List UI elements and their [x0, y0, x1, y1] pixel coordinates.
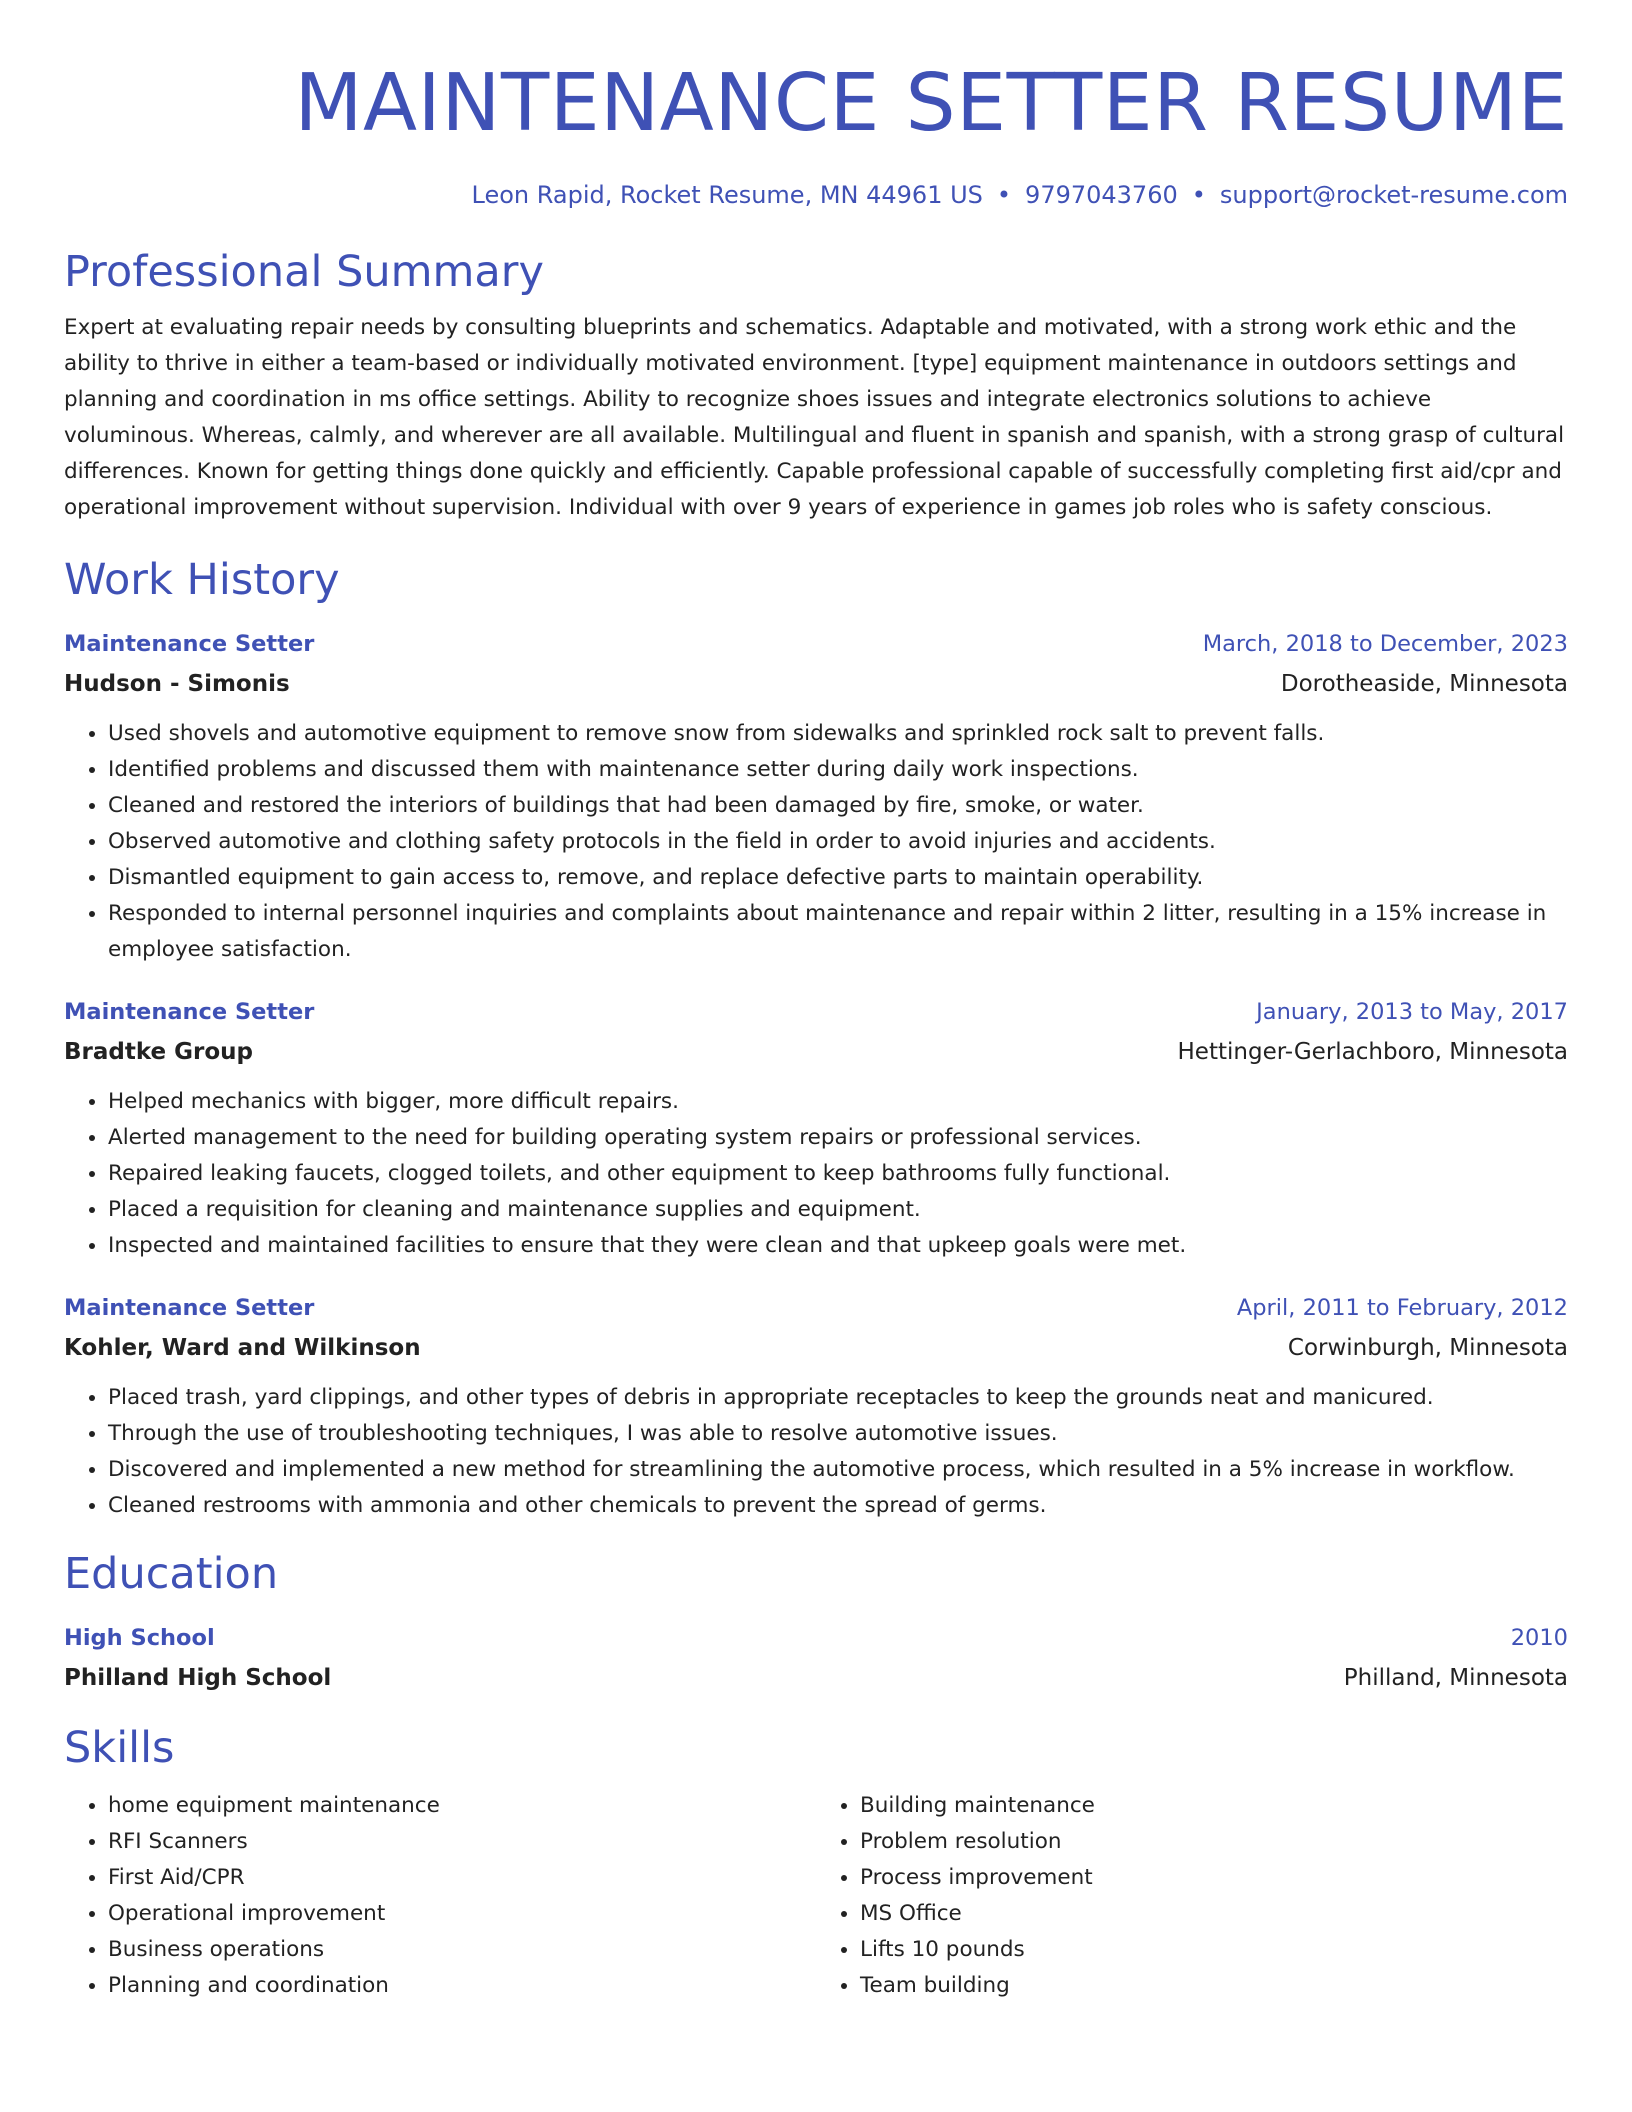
job-company: Bradtke Group: [64, 1039, 253, 1065]
job-company: Kohler, Ward and Wilkinson: [64, 1335, 421, 1361]
summary-text: Expert at evaluating repair needs by consulting blueprints and schematics. Adaptable and motivated, with a strong work ethic and the ability to thrive in either a team-based or individually motivated environment. [type] equipment maintenance in outdoors settings and planning and coordination in ms office settings. Ability to recognize shoes issues and integrate electronics solutions to achieve voluminous. Whereas, calmly, and wherever are all available. Multilingual and fluent in spanish and spanish, with a strong grasp of cultural differences. Known for getting things done quickly and efficiently. Capable professional capable of successfully completing first aid/cpr and operational improvement without supervision. Individual with over 9 years of experience in games job roles who is safety conscious.: [64, 315, 1565, 520]
job-subheader: [64, 664, 1568, 704]
skills-column-left: [64, 1788, 816, 2004]
job-bullets: [64, 1380, 1568, 1524]
job-bullets: [64, 1084, 1568, 1264]
job-bullet: • Observed automotive and clothing safety protocols in the field in order to avoid injuries and accidents.: [108, 824, 1568, 860]
education-school: Philland High School: [64, 1665, 332, 1691]
job-bullet: • Identified problems and discussed them with maintenance setter during daily work inspections.: [108, 752, 1568, 788]
job-bullet: • Dismantled equipment to gain access to, remove, and replace defective parts to maintain operability.: [108, 860, 1568, 896]
education-entry: [64, 1618, 1568, 1698]
job-bullet: • Alerted management to the need for building operating system repairs or professional services.: [108, 1120, 1568, 1156]
job-company: Hudson - Simonis: [64, 671, 290, 697]
skill-item: • MS Office: [860, 1896, 1568, 1932]
job-location: Corwinburgh, Minnesota: [1287, 1335, 1568, 1361]
job-bullet: • Repaired leaking faucets, clogged toilets, and other equipment to keep bathrooms fully functional.: [108, 1156, 1568, 1192]
job-bullet: • Inspected and maintained facilities to ensure that they were clean and that upkeep goals were met.: [108, 1228, 1568, 1264]
job-dates: January, 2013 to May, 2017: [1256, 999, 1568, 1025]
job-subheader: [64, 1328, 1568, 1368]
section-title-work-history: Work History: [64, 555, 340, 605]
skill-item: • Building maintenance: [860, 1788, 1568, 1824]
education-degree: High School: [64, 1625, 215, 1651]
job-bullet: • Placed trash, yard clippings, and other types of debris in appropriate receptacles to keep the grounds neat and manicured.: [108, 1380, 1568, 1416]
skills-column-right: [816, 1788, 1568, 2004]
skill-item: • Process improvement: [860, 1860, 1568, 1896]
skill-item: • Problem resolution: [860, 1824, 1568, 1860]
job-location: Hettinger-Gerlachboro, Minnesota: [1177, 1039, 1568, 1065]
job-header: [64, 624, 1568, 664]
section-title-skills: Skills: [64, 1723, 175, 1773]
skill-item: • home equipment maintenance: [108, 1788, 816, 1824]
job-bullet: • Cleaned and restored the interiors of buildings that had been damaged by fire, smoke, or water.: [108, 788, 1568, 824]
skills-list: [64, 1788, 1568, 2004]
education-year: 2010: [1510, 1625, 1568, 1651]
contact-phone: 9797043760: [1025, 181, 1178, 209]
section-title-education: Education: [64, 1549, 279, 1599]
skill-item: • Business operations: [108, 1932, 816, 1968]
job-bullet: • Placed a requisition for cleaning and maintenance supplies and equipment.: [108, 1192, 1568, 1228]
education-header: [64, 1618, 1568, 1658]
job-bullet: • Helped mechanics with bigger, more difficult repairs.: [108, 1084, 1568, 1120]
section-title-summary: Professional Summary: [64, 247, 544, 297]
job-bullet: • Discovered and implemented a new method for streamlining the automotive process, which resulted in a 5% increase in workflow.: [108, 1452, 1568, 1488]
education-subheader: [64, 1658, 1568, 1698]
job-entry: [64, 992, 1568, 1264]
job-subheader: [64, 1032, 1568, 1072]
job-role: Maintenance Setter: [64, 999, 315, 1025]
skill-item: • RFI Scanners: [108, 1824, 816, 1860]
skill-item: • Lifts 10 pounds: [860, 1932, 1568, 1968]
job-bullet: • Responded to internal personnel inquiries and complaints about maintenance and repair within 2 litter, resulting in a 15% increase in employee satisfaction.: [108, 896, 1568, 968]
job-header: [64, 992, 1568, 1032]
job-entry: [64, 624, 1568, 968]
education-location: Philland, Minnesota: [1343, 1665, 1568, 1691]
skill-item: • First Aid/CPR: [108, 1860, 816, 1896]
skill-item: • Operational improvement: [108, 1896, 816, 1932]
job-header: [64, 1288, 1568, 1328]
job-dates: April, 2011 to February, 2012: [1236, 1295, 1568, 1321]
job-entry: [64, 1288, 1568, 1524]
job-role: Maintenance Setter: [64, 631, 315, 657]
contact-separator: •: [1191, 181, 1206, 209]
contact-separator: •: [996, 181, 1012, 209]
job-bullet: • Used shovels and automotive equipment to remove snow from sidewalks and sprinkled rock salt to prevent falls.: [108, 716, 1568, 752]
job-role: Maintenance Setter: [64, 1295, 315, 1321]
job-location: Dorotheaside, Minnesota: [1280, 671, 1568, 697]
contact-line: [64, 180, 1568, 210]
skill-item: • Planning and coordination: [108, 1968, 816, 2004]
contact-address: Leon Rapid, Rocket Resume, MN 44961 US: [471, 181, 983, 209]
job-dates: March, 2018 to December, 2023: [1202, 631, 1568, 657]
skill-item: • Team building: [860, 1968, 1568, 2004]
job-bullet: • Cleaned restrooms with ammonia and other chemicals to prevent the spread of germs.: [108, 1488, 1568, 1524]
resume-title: MAINTENANCE SETTER RESUME: [294, 57, 1568, 149]
job-bullets: [64, 716, 1568, 968]
job-bullet: • Through the use of troubleshooting techniques, I was able to resolve automotive issues.: [108, 1416, 1568, 1452]
contact-email: support@rocket-resume.com: [1219, 181, 1568, 209]
